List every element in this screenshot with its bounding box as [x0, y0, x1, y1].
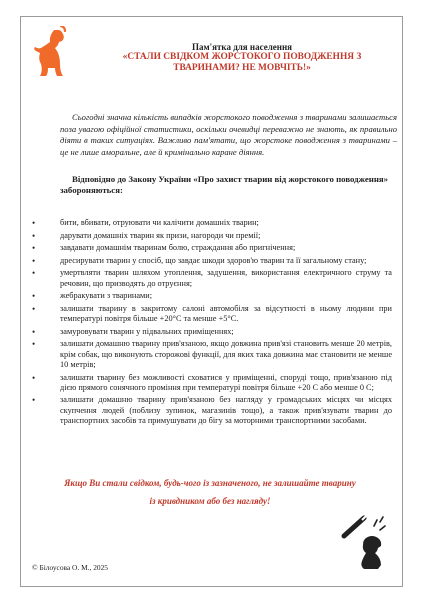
- title-line-1: «СТАЛИ СВІДКОМ ЖОРСТОКОГО ПОВОДЖЕННЯ З: [122, 52, 362, 62]
- list-item: • дарувати домашніх тварин як призи, нагороди чи премії;: [32, 231, 392, 241]
- list-item: • завдавати домашнім тваринам болю, страждання або пригнічення;: [32, 243, 392, 253]
- list-item: • залишати тварину без можливості сховатися у приміщенні, споруді тощо, прив'язаною під дією прямого сонячного проміння при температурі повітря більше +20 С або менше 0 С;: [32, 373, 392, 394]
- warning-message: [60, 474, 360, 510]
- list-item: • дресирувати тварин у спосіб, що завдає шкоди здоров'ю тварин та її загальному стану;: [32, 256, 392, 266]
- list-item: • залишати домашню тварину прив'язаною, якщо довжина прив'язі становить менше 20 метрів, крім собак, що виконують сторожові функції, для яких така довжина має становити не менше 10 метрів;: [32, 339, 392, 370]
- list-item: • залишати тварину в закритому салоні автомобіля за відсутності в ньому людини при температурі повітря більше +20°С та менше +5°С.: [32, 304, 392, 325]
- leaflet-subtitle: Пам'ятка для населення: [191, 42, 292, 52]
- list-item: • залишати домашню тварину прив'язаною без нагляду у громадських місцях чи місцях скупчення людей (поблизу зупинок, магазинів тощо), а також прив'язувати тварин до транспортних засобів та примушувати до бігу за моторними транспортними засобами.: [32, 395, 392, 426]
- dog-logo-icon: [32, 26, 68, 78]
- list-item: • умертвляти тварин шляхом утоплення, задушення, використання електричного струму та речовин, що призводять до отруєння;: [32, 268, 392, 289]
- intro-paragraph: Сьогодні значна кількість випадків жорстокого поводження з тваринами залишається поза увагою офіційної статистики, оскільки очевидці переважно не знають, як правильно діяти в таких ситуаціях. Важливо пам'ятати, що жорстоке поводження з тваринами – це не лише аморальне, але й кримінально каране діяння.: [60, 112, 397, 157]
- title-line-2: ТВАРИНАМИ? НЕ МОВЧІТЬ!»: [173, 63, 311, 73]
- list-item: • жебракувати з тваринами;: [32, 291, 392, 301]
- warning-line-1: Якщо Ви стали свідком, будь-чого із зазначеного, не залишайте тварину: [64, 478, 356, 488]
- list-item: • замуровувати тварин у підвальних приміщеннях;: [32, 327, 392, 337]
- leaflet-title: [92, 52, 392, 74]
- law-heading: Відповідно до Закону України «Про захист тварин від жорстокого поводження» забороняються:: [60, 174, 389, 195]
- warning-line-2: із кривдником або без нагляду!: [149, 496, 271, 506]
- dog-with-baton-icon: [340, 514, 388, 572]
- author-copyright: © Білоусова О. М., 2025: [32, 563, 108, 572]
- list-item: • бити, вбивати, отруювати чи калічити домашніх тварин;: [32, 218, 392, 228]
- prohibitions-list: [32, 218, 392, 429]
